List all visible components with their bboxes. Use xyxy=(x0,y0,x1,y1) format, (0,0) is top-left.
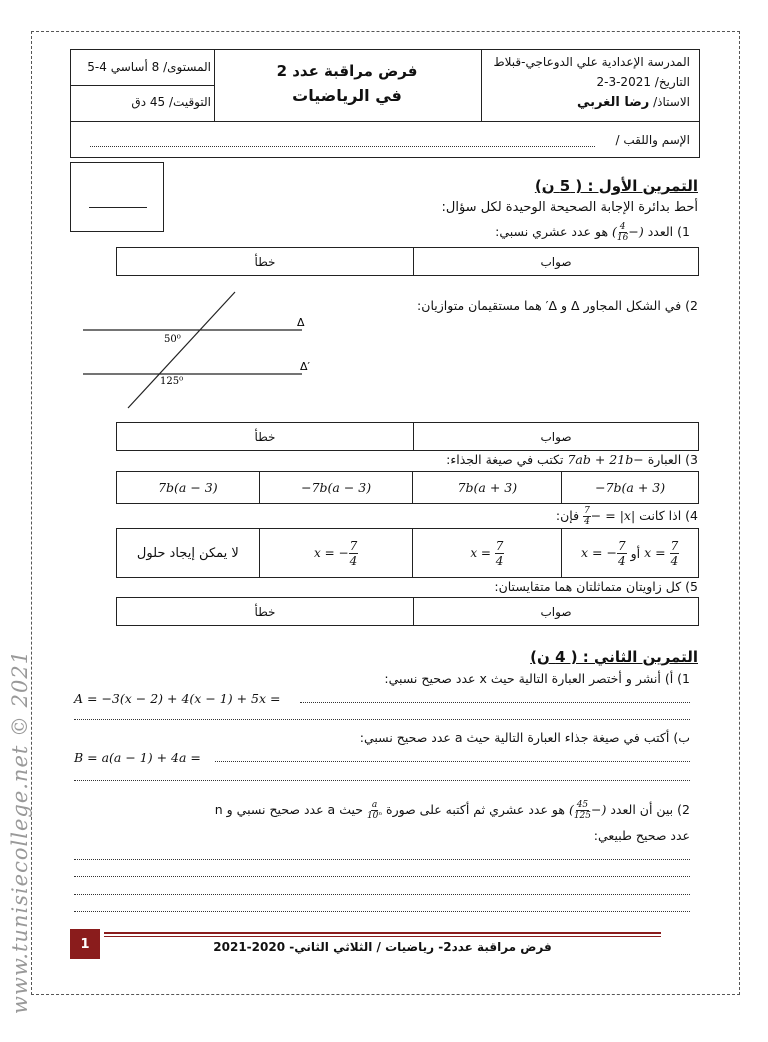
expr-B: B = a(a − 1) + 4a = xyxy=(74,750,201,765)
q4-opt1-d1: 4 xyxy=(670,553,679,568)
date-row xyxy=(597,75,691,89)
q4-num: 4) xyxy=(685,508,698,523)
q4-expr: |x| = − xyxy=(590,508,636,523)
teacher-label: الاستاذ/ xyxy=(653,95,690,109)
time-row xyxy=(131,95,211,109)
q3-option-2[interactable]: 7b(a + 3) xyxy=(412,472,561,503)
footer-text: فرض مراقبة عدد2- رياضيات / الثلاثي الثاني- 2020-2021 xyxy=(213,940,552,954)
q5-num: 5) xyxy=(685,579,698,594)
q3-text xyxy=(446,452,698,467)
date-label: التاريخ/ xyxy=(654,75,690,89)
level-value: 8 أساسي 4-5 xyxy=(87,60,160,74)
label-delta: Δ xyxy=(297,316,305,329)
q5-options xyxy=(116,597,699,626)
ex2-q1a-body: أنشر و أختصر العبارة التالية حيث x عدد صحيح نسبي: xyxy=(384,671,661,686)
label-delta-prime: Δ′ xyxy=(300,360,311,373)
page-number: 1 xyxy=(70,929,100,959)
q1-text-b: هو عدد عشري نسبي: xyxy=(495,224,609,239)
q2-text xyxy=(417,298,698,313)
q3-options xyxy=(116,471,699,504)
grade-box xyxy=(70,162,164,232)
ex2-q2-form-d: 10ⁿ xyxy=(366,811,383,821)
q2-text-body: في الشكل المجاور Δ و Δ′ هما مستقيمان متوازيان: xyxy=(417,298,682,313)
q4-opt3-a: x = − xyxy=(314,545,349,560)
answer-q2-line3[interactable] xyxy=(74,894,690,895)
q4-opt2-d: 4 xyxy=(495,553,504,568)
q4-opt3-d: 4 xyxy=(349,553,358,568)
name-label: الإسم واللقب / xyxy=(615,133,690,147)
q5-text-body: كل زاويتان متماثلتان هما متقايستان: xyxy=(494,579,682,594)
q4-condition xyxy=(583,506,636,527)
angle-125: 125⁰ xyxy=(160,376,184,387)
q4-opt1-a: x = xyxy=(644,544,670,560)
q5-text xyxy=(494,579,698,594)
q4-options xyxy=(116,528,699,578)
q5-option-false[interactable]: خطأ xyxy=(254,604,276,619)
q2-num: 2) xyxy=(685,298,698,313)
q2-options xyxy=(116,422,699,451)
page-subtitle: في الرياضيات xyxy=(292,86,402,105)
q4-opt1-or: أو xyxy=(630,545,641,561)
ex2-q2-frac-d: 125 xyxy=(573,811,592,821)
answer-B-line1[interactable] xyxy=(215,761,690,762)
ex1-instruction: أحط بدائرة الإجابة الصحيحة الوحيدة لكل سؤال: xyxy=(441,200,698,215)
answer-q2-line2[interactable] xyxy=(74,876,690,877)
q4-option-2[interactable] xyxy=(412,529,561,577)
ex2-q1b-text xyxy=(360,730,690,745)
level-row xyxy=(87,60,211,74)
q2-option-true[interactable]: صواب xyxy=(413,423,698,450)
q4-frac-n: 7 xyxy=(584,506,590,516)
teacher-name: رضا الغربي xyxy=(577,95,650,110)
q4-opt1-n2: 7 xyxy=(617,538,626,553)
q3-expr: −7ab + 21b xyxy=(567,452,644,467)
answer-q2-line1[interactable] xyxy=(74,859,690,860)
ex2-q1b-body: أكتب في صيغة جذاء العبارة التالية حيث a عدد صحيح نسبي: xyxy=(359,730,670,745)
watermark: www.tunisiecollege.net © 2021 xyxy=(8,649,32,1015)
ex2-title: التمرين الثاني : ( 4 ن) xyxy=(530,648,698,666)
expr-A: A = −3(x − 2) + 4(x − 1) + 5x = xyxy=(74,691,281,706)
q4-text xyxy=(556,506,698,527)
q1-text xyxy=(495,222,690,243)
q4-option-1[interactable] xyxy=(561,529,698,577)
ex2-q2-frac-n: 45 xyxy=(576,800,589,810)
q4-opt1-d2: 4 xyxy=(617,553,626,568)
q1-options xyxy=(116,247,699,276)
q1-num: 1) xyxy=(677,224,690,239)
q4-opt1-b: x = − xyxy=(581,544,617,560)
q1-option-true[interactable]: صواب xyxy=(413,248,698,275)
time-label: التوقيت/ xyxy=(169,95,211,109)
footer-rule-top xyxy=(104,932,661,934)
answer-A-line1[interactable] xyxy=(300,702,690,703)
ex2-q1b-sub: ب) xyxy=(673,730,690,745)
ex2-q2-text-a: بين أن العدد xyxy=(610,802,674,817)
ex2-q2-form xyxy=(366,800,383,821)
ex2-q1-num: 1) xyxy=(677,671,690,686)
page-title: فرض مراقبة عدد 2 xyxy=(276,62,418,80)
ex2-q2-text xyxy=(215,800,690,821)
level-label: المستوى/ xyxy=(163,60,211,74)
ex2-q1a-text xyxy=(384,671,690,686)
q4-option-4[interactable]: لا يمكن إيجاد حلول xyxy=(136,545,239,561)
q4-opt1-x2 xyxy=(581,539,627,568)
answer-B-line2[interactable] xyxy=(74,780,690,781)
ex2-q2-number: (− $\frac{45}{125}$ ) xyxy=(568,800,607,821)
q1-frac-n: 4 xyxy=(619,222,626,232)
q5-option-true[interactable]: صواب xyxy=(413,598,698,625)
q4-opt2 xyxy=(470,539,504,568)
q4-opt1-x1 xyxy=(644,539,679,568)
q4-opt3 xyxy=(314,539,358,568)
q4-text-a: اذا كانت xyxy=(639,508,682,523)
q3-text-b: تكتب في صيغة الجذاء: xyxy=(446,452,564,467)
ex2-q1a-sub: أ) xyxy=(664,671,674,686)
q4-option-3[interactable] xyxy=(259,529,413,577)
transversal xyxy=(128,292,235,408)
q4-frac-d: 4 xyxy=(584,517,590,527)
ex2-q2-text-d: عدد صحيح طبيعي: xyxy=(593,828,690,843)
date-value: 2-3-2021 xyxy=(596,75,651,89)
q1-text-a: العدد xyxy=(647,224,674,239)
q3-text-a: العبارة xyxy=(647,452,682,467)
q3-option-4[interactable]: 7b(a − 3) xyxy=(158,480,218,495)
q1-option-false[interactable]: خطأ xyxy=(254,254,276,269)
q4-opt3-n: 7 xyxy=(349,538,358,553)
parallel-lines-figure xyxy=(80,288,320,413)
time-value: 45 دق xyxy=(131,95,166,109)
q4-opt1-n1: 7 xyxy=(670,538,679,553)
angle-50: 50⁰ xyxy=(164,334,181,345)
teacher-row xyxy=(577,95,690,110)
q4-opt2-a: x = xyxy=(470,545,495,560)
ex2-q2-num: 2) xyxy=(677,802,690,817)
school-name: المدرسة الإعدادية علي الدوعاجي-قبلاط xyxy=(493,55,690,69)
q2-option-false[interactable]: خطأ xyxy=(254,429,276,444)
q3-option-3[interactable]: −7b(a − 3) xyxy=(259,472,413,503)
q1-frac-d: 16 xyxy=(616,233,629,243)
footer-rule-bottom xyxy=(104,936,661,937)
q4-opt2-n: 7 xyxy=(495,538,504,553)
q3-num: 3) xyxy=(685,452,698,467)
ex2-q2-form-n: a xyxy=(371,800,378,810)
answer-A-line2[interactable] xyxy=(74,719,690,720)
ex1-title: التمرين الأول : ( 5 ن) xyxy=(534,177,698,195)
ex2-q2-text-b: هو عدد عشري ثم أكتبه على صورة xyxy=(386,802,565,817)
answer-q2-line4[interactable] xyxy=(74,911,690,912)
ex2-q2-text-c: حيث a عدد صحيح نسبي و n xyxy=(214,802,363,817)
name-field[interactable] xyxy=(90,146,595,147)
q1-number: (− $\frac{4}{16}$ ) xyxy=(612,222,644,243)
grade-line xyxy=(89,207,147,208)
q3-option-1[interactable]: −7b(a + 3) xyxy=(561,472,698,503)
q4-text-b: فإن: xyxy=(555,508,580,523)
